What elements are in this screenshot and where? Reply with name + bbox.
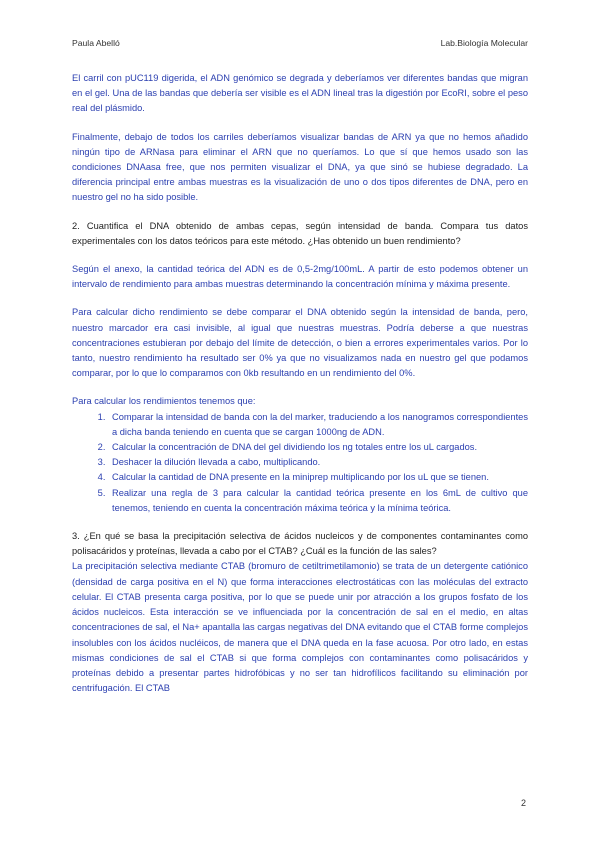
page-body	[72, 71, 528, 696]
list-item: 5. Realizar una regla de 3 para calcular la cantidad teórica presente en los 6mL de cultivo que tenemos, teniendo en cuenta la concentración máxima teórica y la mínima teórica.	[108, 486, 528, 516]
question-3: 3. ¿En qué se basa la precipitación selectiva de ácidos nucleicos y de componentes contaminantes como polisacáridos y proteínas, llevada a cabo por el CTAB? ¿Cuál es la función de las sales?	[72, 531, 528, 557]
answer-paragraph-5: La precipitación selectiva mediante CTAB (bromuro de cetiltrimetilamonio) se trata de un detergente catiónico (densidad de carga positiva en el N) que forma interacciones electrostáticas con las moléculas del extracto celular. El CTAB presenta carga positiva, por lo que se puede unir por atracción a los grupos fosfato de los ácidos nucleicos. Esta interacción se ve influenciada por la concentración de sal en el medio, en altas concentraciones de sal, el Na+ apantalla las cargas negativas del DNA evitando que el CTAB forme complejos insolubles con los ácidos nucléicos, de manera que el DNA queda en la fase acuosa. Por otro lado, en estas mismas condiciones de sal el CTAB si que forma complejos con contaminantes como polisacáridos y proteínas debido a presentar partes hidrofóbicas y no ser tan hidrofílicos facilitando su eliminación por centrifugación. El CTAB	[72, 561, 528, 694]
answer-paragraph-3: Según el anexo, la cantidad teórica del ADN es de 0,5-2mg/100mL. A partir de esto podemos obtener un intervalo de rendimiento para ambas muestras determinando la concentración mínima y máxima presente.	[72, 264, 528, 290]
list-item: 1. Comparar la intensidad de banda con la del marker, traduciendo a los nanogramos correspondientes a dicha banda teniendo en cuenta que se cargan 1000ng de ADN.	[108, 410, 528, 440]
answer-paragraph-4: Para calcular dicho rendimiento se debe comparar el DNA obtenido según la intensidad de banda, pero, nuestro marcador era casi invisible, al igual que nuestras muestras. Podría deberse a que nuestras concentraciones estubieran por debajo del límite de detección, o bien a errores experimentales varios. Por lo tanto, nuestro rendimiento ha resultado ser 0% ya que no visualizamos nada en nuestro gel que podamos comparar, por lo que lo comparamos con 0kb resultando en un rendimiento del 0%.	[72, 307, 528, 379]
list-item: 2. Calcular la concentración de DNA del gel dividiendo los ng totales entre los uL cargados.	[108, 440, 528, 455]
list-intro: Para calcular los rendimientos tenemos que:	[72, 396, 256, 407]
answer-paragraph-2: Finalmente, debajo de todos los carriles deberíamos visualizar bandas de ARN ya que no hemos añadido ningún tipo de ARNasa para eliminar el ARN que no queríamos. Lo que sí que hemos usado son las condiciones DNAasa free, que nos permiten visualizar el DNA, ya que sinó se hubiese degradado. La diferencia principal entre ambas muestras es la visualización de uno o dos tipos diferentes de DNA, pero en nuestro gel no ha sido posible.	[72, 131, 528, 203]
page-number: 2	[520, 798, 526, 808]
steps-list	[72, 410, 528, 516]
answer-paragraph-1: El carril con pUC119 digerida, el ADN genómico se degrada y deberíamos ver diferentes bandas que migran en el gel. Una de las bandas que debería ser visible es el ADN lineal tras la digestión por EcoRI, sobre el peso real del plásmido.	[72, 73, 528, 114]
page-header	[72, 38, 528, 48]
list-item: 3. Deshacer la dilución llevada a cabo, multiplicando.	[108, 455, 528, 470]
header-author: Paula Abelló	[72, 38, 120, 48]
header-course: Lab.Biología Molecular	[440, 38, 528, 48]
question-2: 2. Cuantifica el DNA obtenido de ambas cepas, según intensidad de banda. Compara tus datos experimentales con los datos teóricos para este método. ¿Has obtenido un buen rendimiento?	[72, 220, 528, 246]
list-item: 4. Calcular la cantidad de DNA presente en la miniprep multiplicando por los uL que se tienen.	[108, 470, 528, 485]
